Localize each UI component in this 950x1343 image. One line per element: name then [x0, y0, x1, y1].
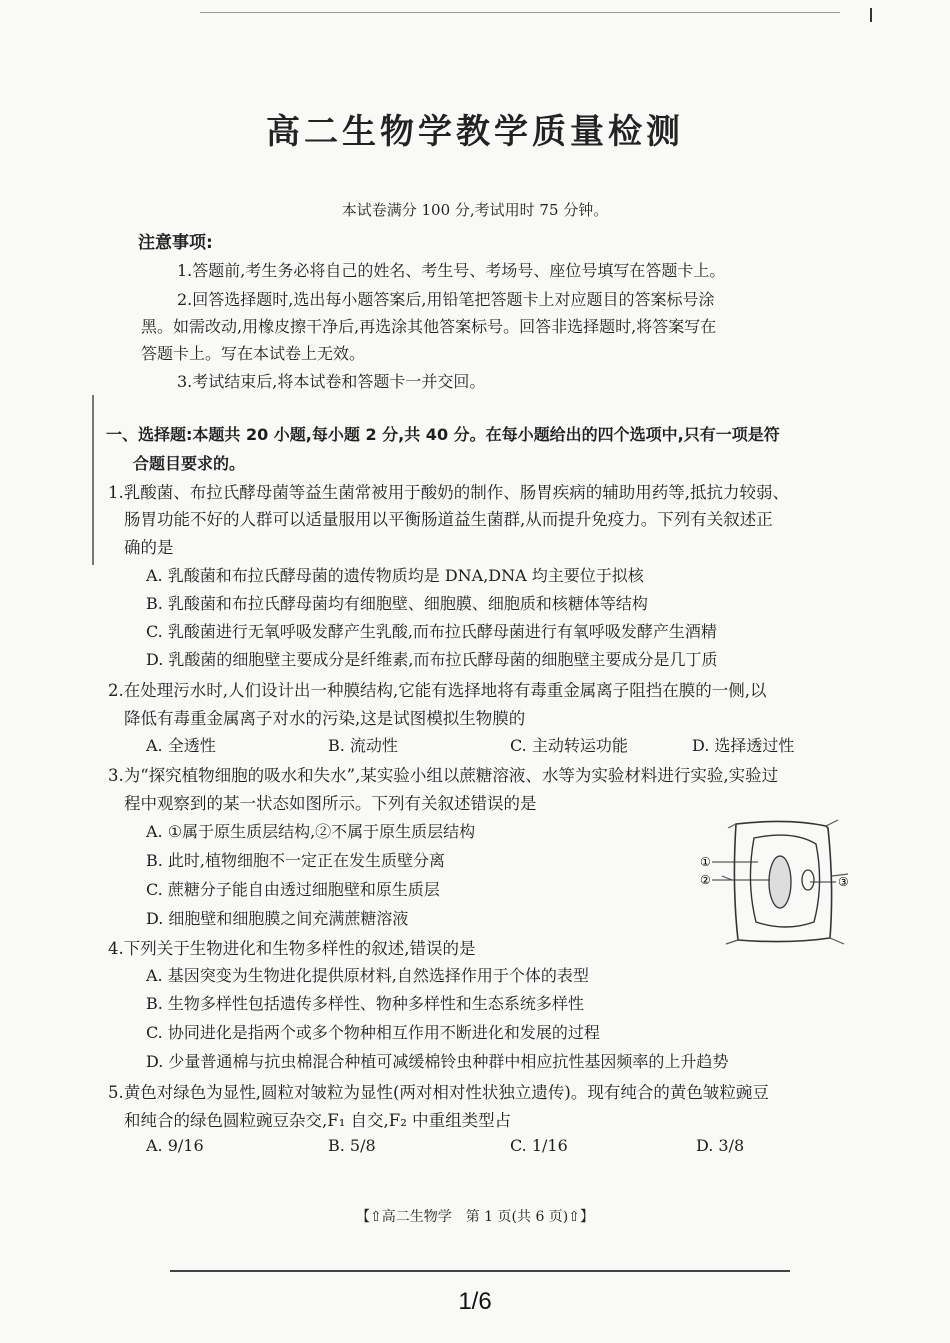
notice-heading: 注意事项: — [138, 233, 213, 253]
scan-bottom-edge — [170, 1270, 790, 1272]
question-stem: 确的是 — [124, 538, 174, 557]
question-stem: 4.下列关于生物进化和生物多样性的叙述,错误的是 — [108, 939, 476, 958]
option-c: C. 乳酸菌进行无氧呼吸发酵产生乳酸,而布拉氏酵母菌进行有氧呼吸发酵产生酒精 — [146, 622, 717, 641]
figure-label-3: ③ — [838, 875, 849, 889]
section-heading: 一、选择题:本题共 20 小题,每小题 2 分,共 40 分。在每小题给出的四个选项中,只有一项是符 — [106, 425, 780, 444]
section-heading: 合题目要求的。 — [133, 454, 246, 473]
option-a: A. 9/16 — [146, 1136, 204, 1155]
scan-corner-mark — [870, 8, 872, 22]
option-d: D. 细胞壁和细胞膜之间充满蔗糖溶液 — [146, 909, 409, 928]
option-c: C. 1/16 — [510, 1136, 568, 1155]
option-c: C. 主动转运功能 — [510, 736, 628, 755]
question-stem: 肠胃功能不好的人群可以适量服用以平衡肠道益生菌群,从而提升免疫力。下列有关叙述正 — [124, 510, 773, 529]
plant-cell-figure — [698, 816, 856, 946]
option-a: A. 基因突变为生物进化提供原材料,自然选择作用于个体的表型 — [146, 966, 589, 985]
figure-label-1: ① — [700, 855, 711, 869]
scan-top-edge — [200, 12, 840, 13]
question-stem: 降低有毒重金属离子对水的污染,这是试图模拟生物膜的 — [124, 709, 526, 728]
notice-line: 黑。如需改动,用橡皮擦干净后,再选涂其他答案标号。回答非选择题时,将答案写在 — [141, 317, 717, 336]
option-b: B. 5/8 — [328, 1136, 376, 1155]
notice-line: 答题卡上。写在本试卷上无效。 — [141, 344, 366, 363]
page-number: 1/6 — [458, 1288, 492, 1315]
question-stem: 3.为“探究植物细胞的吸水和失水”,某实验小组以蔗糖溶液、水等为实验材料进行实验,实验过 — [108, 766, 779, 785]
option-a: A. 全透性 — [146, 736, 216, 755]
option-b: B. 乳酸菌和布拉氏酵母菌均有细胞壁、细胞膜、细胞质和核糖体等结构 — [146, 594, 648, 613]
option-d: D. 3/8 — [696, 1136, 745, 1155]
notice-line: 3.考试结束后,将本试卷和答题卡一并交回。 — [177, 372, 486, 391]
question-stem: 2.在处理污水时,人们设计出一种膜结构,它能有选择地将有毒重金属离子阻挡在膜的一侧,以 — [108, 681, 767, 700]
option-a: A. ①属于原生质层结构,②不属于原生质层结构 — [146, 822, 476, 841]
question-stem: 和纯合的绿色圆粒豌豆杂交,F₁ 自交,F₂ 中重组类型占 — [124, 1111, 512, 1130]
option-a: A. 乳酸菌和布拉氏酵母菌的遗传物质均是 DNA,DNA 均主要位于拟核 — [146, 566, 644, 585]
option-c: C. 蔗糖分子能自由透过细胞壁和原生质层 — [146, 880, 440, 899]
option-b: B. 流动性 — [328, 736, 398, 755]
scan-edge-mark — [92, 395, 94, 565]
option-b: B. 生物多样性包括遗传多样性、物种多样性和生态系统多样性 — [146, 994, 584, 1013]
notice-line: 1.答题前,考生务必将自己的姓名、考生号、考场号、座位号填写在答题卡上。 — [177, 261, 726, 280]
option-d: D. 乳酸菌的细胞壁主要成分是纤维素,而布拉氏酵母菌的细胞壁主要成分是几丁质 — [146, 650, 718, 669]
notice-line: 2.回答选择题时,选出每小题答案后,用铅笔把答题卡上对应题目的答案标号涂 — [177, 290, 715, 309]
exam-info: 本试卷满分 100 分,考试用时 75 分钟。 — [341, 201, 609, 219]
question-stem: 5.黄色对绿色为显性,圆粒对皱粒为显性(两对相对性状独立遗传)。现有纯合的黄色皱粒豌豆 — [108, 1083, 769, 1102]
vacuole — [769, 856, 791, 908]
option-c: C. 协同进化是指两个或多个物种相互作用不断进化和发展的过程 — [146, 1023, 600, 1042]
nucleus — [802, 870, 814, 890]
figure-label-2: ② — [700, 873, 711, 887]
question-stem: 1.乳酸菌、布拉氏酵母菌等益生菌常被用于酸奶的制作、肠胃疾病的辅助用药等,抵抗力较弱、 — [108, 483, 789, 502]
option-d: D. 少量普通棉与抗虫棉混合种植可减缓棉铃虫种群中相应抗性基因频率的上升趋势 — [146, 1052, 729, 1071]
option-b: B. 此时,植物细胞不一定正在发生质壁分离 — [146, 851, 446, 870]
question-stem: 程中观察到的某一状态如图所示。下列有关叙述错误的是 — [124, 794, 537, 813]
page-title: 高二生物学教学质量检测 — [266, 112, 684, 152]
option-d: D. 选择透过性 — [692, 736, 795, 755]
page-footer: 【⇧高二生物学 第 1 页(共 6 页)⇧】 — [356, 1209, 594, 1225]
